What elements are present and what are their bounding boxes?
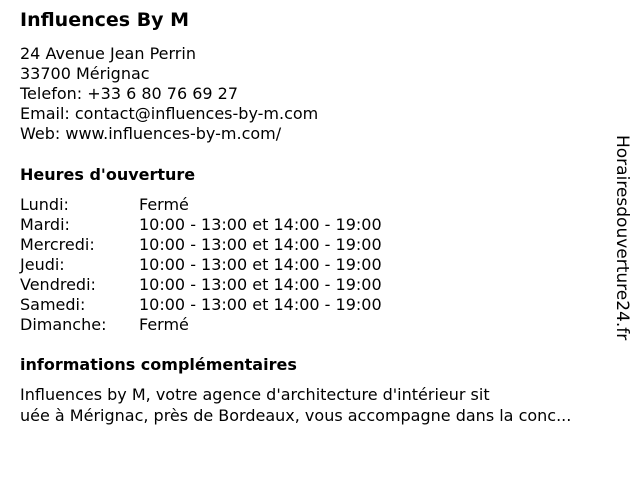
- info-line-2: uée à Mérignac, près de Bordeaux, vous accompagne dans la conc...: [20, 406, 572, 425]
- day-hours: 10:00 - 13:00 et 14:00 - 19:00: [139, 275, 382, 294]
- hours-row-monday: [20, 195, 382, 215]
- hours-table: [20, 195, 382, 335]
- day-hours: Fermé: [139, 195, 189, 214]
- info-description: [20, 384, 571, 426]
- day-label: Lundi:: [20, 195, 69, 214]
- day-hours: Fermé: [139, 315, 189, 334]
- hours-heading: Heures d'ouverture: [20, 165, 196, 184]
- day-label: Mercredi:: [20, 235, 95, 254]
- day-label: Jeudi:: [20, 255, 65, 274]
- business-name: Influences By M: [20, 9, 190, 31]
- info-heading: informations complémentaires: [20, 355, 297, 374]
- address-street: 24 Avenue Jean Perrin: [20, 44, 196, 63]
- phone-text: Telefon: +33 6 80 76 69 27: [20, 84, 239, 103]
- hours-row-thursday: [20, 255, 382, 275]
- email-text: Email: contact@influences-by-m.com: [20, 104, 319, 123]
- day-label: Mardi:: [20, 215, 70, 234]
- day-hours: 10:00 - 13:00 et 14:00 - 19:00: [139, 295, 382, 314]
- day-hours: 10:00 - 13:00 et 14:00 - 19:00: [139, 235, 382, 254]
- hours-row-saturday: [20, 295, 382, 315]
- hours-row-friday: [20, 275, 382, 295]
- day-label: Vendredi:: [20, 275, 96, 294]
- info-line-1: Influences by M, votre agence d'architecture d'intérieur sit: [20, 385, 490, 404]
- day-hours: 10:00 - 13:00 et 14:00 - 19:00: [139, 215, 382, 234]
- watermark: [608, 135, 638, 371]
- watermark-text: Horairesdouverture24.fr: [612, 135, 632, 341]
- hours-row-tuesday: [20, 215, 382, 235]
- hours-row-wednesday: [20, 235, 382, 255]
- address-city: 33700 Mérignac: [20, 64, 150, 83]
- day-label: Samedi:: [20, 295, 86, 314]
- hours-row-sunday: [20, 315, 382, 335]
- contact-block: [20, 44, 318, 144]
- website-text: Web: www.influences-by-m.com/: [20, 124, 282, 143]
- day-hours: 10:00 - 13:00 et 14:00 - 19:00: [139, 255, 382, 274]
- day-label: Dimanche:: [20, 315, 107, 334]
